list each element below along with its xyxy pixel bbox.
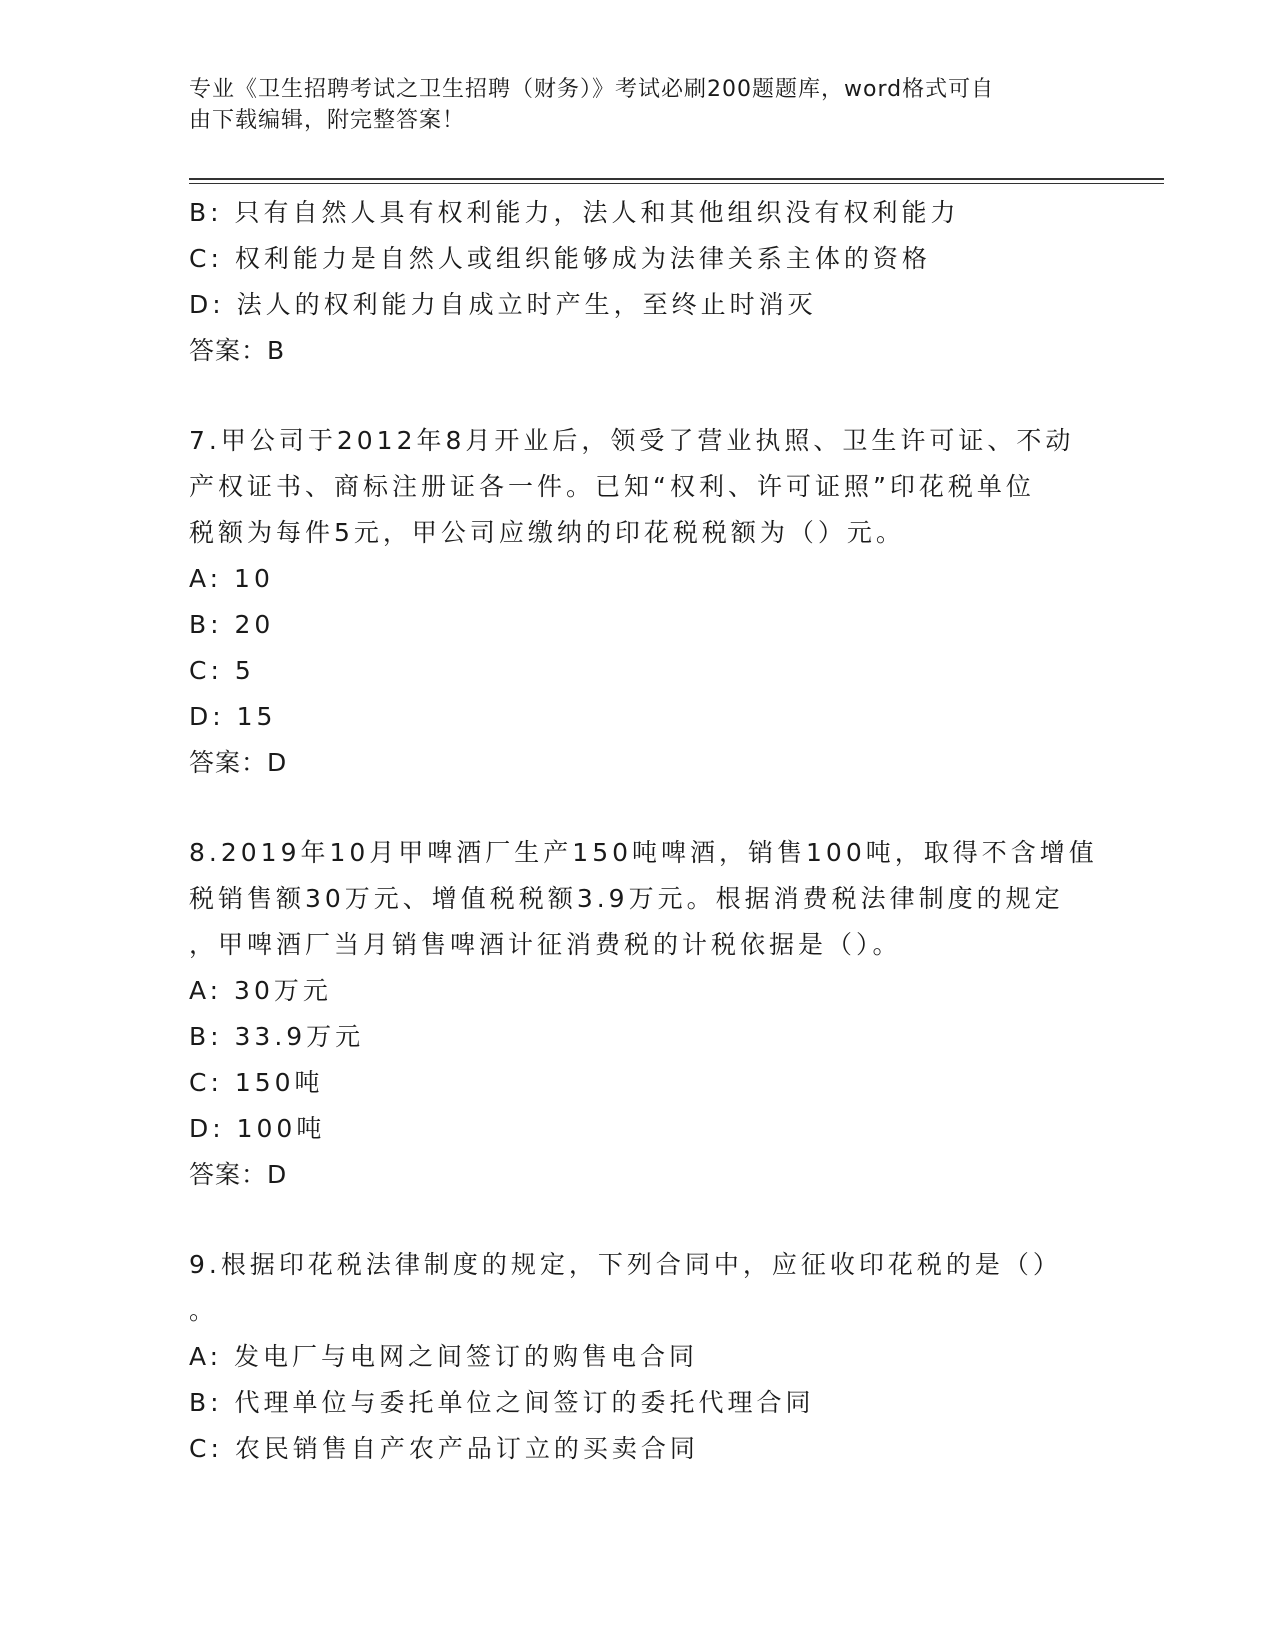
question-6-option-b: B: 只有自然人具有权利能力，法人和其他组织没有权利能力 <box>189 198 960 227</box>
question-7-answer: 答案：D <box>189 748 288 777</box>
question-8-option-d: D: 100吨 <box>189 1114 326 1143</box>
question-9 <box>189 1242 1089 1472</box>
document-header <box>189 74 1089 136</box>
question-9-stem-line-1: 9.根据印花税法律制度的规定，下列合同中，应征收印花税的是（） <box>189 1250 1062 1279</box>
question-7 <box>189 418 1089 786</box>
question-8 <box>189 830 1098 1198</box>
question-8-stem-line-3: ，甲啤酒厂当月销售啤酒计征消费税的计税依据是（）。 <box>189 930 902 959</box>
header-divider-thick <box>189 178 1164 180</box>
question-6-option-d: D: 法人的权利能力自成立时产生，至终止时消灭 <box>189 290 817 319</box>
question-list <box>189 190 1098 1472</box>
question-8-stem-line-1: 8.2019年10月甲啤酒厂生产150吨啤酒，销售100吨，取得不含增值 <box>189 838 1098 867</box>
question-7-option-a: A: 10 <box>189 564 274 593</box>
header-divider-thin <box>189 183 1164 184</box>
question-7-stem-line-3: 税额为每件5元，甲公司应缴纳的印花税税额为（）元。 <box>189 518 905 547</box>
question-6-answer: 答案：B <box>189 336 286 365</box>
question-8-stem-line-2: 税销售额30万元、增值税税额3.9万元。根据消费税法律制度的规定 <box>189 884 1064 913</box>
question-7-stem-line-1: 7.甲公司于2012年8月开业后，领受了营业执照、卫生许可证、不动 <box>189 426 1075 455</box>
question-8-answer: 答案：D <box>189 1160 288 1189</box>
question-6-option-c: C: 权利能力是自然人或组织能够成为法律关系主体的资格 <box>189 244 931 273</box>
question-6 <box>189 190 1089 374</box>
question-8-option-a: A: 30万元 <box>189 976 332 1005</box>
question-spacer <box>189 786 1089 830</box>
header-title-line-1: 专业《卫生招聘考试之卫生招聘（财务）》考试必刷200题题库，word格式可自 <box>189 77 995 102</box>
question-7-stem-line-2: 产权证书、商标注册证各一件。已知“权利、许可证照”印花税单位 <box>189 472 1035 501</box>
question-7-option-d: D: 15 <box>189 702 277 731</box>
header-title-line-2: 由下载编辑，附完整答案！ <box>189 108 466 133</box>
question-9-option-c: C: 农民销售自产农产品订立的买卖合同 <box>189 1434 699 1463</box>
question-7-option-b: B: 20 <box>189 610 275 639</box>
question-8-option-b: B: 33.9万元 <box>189 1022 365 1051</box>
question-9-option-a: A: 发电厂与电网之间签订的购售电合同 <box>189 1342 699 1371</box>
question-7-option-c: C: 5 <box>189 656 255 685</box>
question-9-stem-line-2: 。 <box>189 1296 219 1325</box>
question-9-option-b: B: 代理单位与委托单位之间签订的委托代理合同 <box>189 1388 815 1417</box>
question-spacer <box>189 1198 1089 1242</box>
question-spacer <box>189 374 1089 418</box>
question-8-option-c: C: 150吨 <box>189 1068 324 1097</box>
